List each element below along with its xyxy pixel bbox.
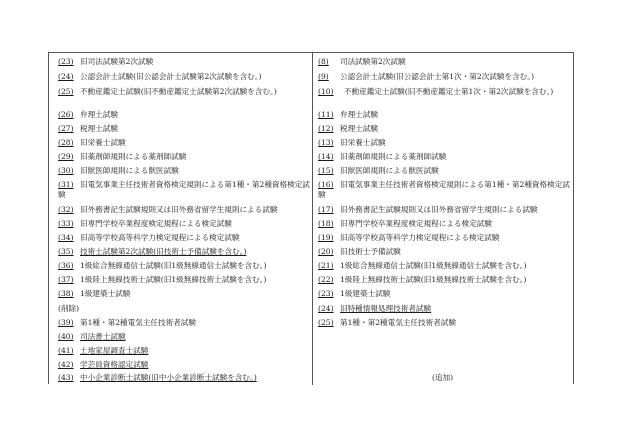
right-row-16: (16) 旧電気事業主任技術者資格検定規則による第1種・第2種資格検定試験 — [318, 180, 570, 199]
right-row-24: (24) 旧特種情報処理技術者試験 — [318, 304, 432, 313]
right-row-19: (19) 旧高等学校高等科学力検定規程による検定試験 — [318, 233, 500, 242]
right-row-10: (10) 不動産鑑定士試験(旧不動産鑑定士第1次・第2次試験を含む。) — [318, 87, 554, 96]
right-row-11: (11) 弁理士試験 — [318, 110, 378, 119]
left-row-43: (43) 中小企業診断士試験(旧中小企業診断士試験を含む。) — [58, 373, 257, 382]
right-row-22: (22) 1級陸上無線技術士試験(旧1級無線技術士試験を含む。) — [318, 275, 527, 284]
left-row-24: (24) 公認会計士試験(旧公認会計士試験第2次試験を含む。) — [58, 72, 262, 81]
right-row-9: (9) 公認会計士試験(旧公認会計士第1次・第2次試験を含む。) — [318, 72, 535, 81]
left-row-38: (38) 1級建築士試験 — [58, 289, 131, 298]
right-row-21: (21) 1級総合無線通信士試験(旧1級無線通信士試験を含む。) — [318, 261, 527, 270]
left-row-31: (31) 旧電気事業主任技術者資格検定規則による第1種・第2種資格検定試験 — [58, 180, 310, 199]
right-row-17: (17) 旧外務書記生試験規則又は旧外務省留学生規則による試験 — [318, 205, 538, 214]
left-row-36: (36) 1級総合無線通信士試験(旧1級無線通信士試験を含む。) — [58, 261, 267, 270]
right-row-23: (23) 1級建築士試験 — [318, 289, 391, 298]
left-row-34: (34) 旧高等学校高等科学力検定規程による検定試験 — [58, 233, 240, 242]
left-row-40: (40) 司法書士試験 — [58, 332, 126, 341]
left-row-32: (32) 旧外務書記生試験規則又は旧外務省留学生規則による試験 — [58, 205, 278, 214]
right-row-13: (13) 旧栄養士試験 — [318, 138, 386, 147]
right-row-14: (14) 旧薬剤師規則による薬剤師試験 — [318, 152, 447, 161]
left-row-28: (28) 旧栄養士試験 — [58, 138, 126, 147]
left-row-deleted: (削除) — [58, 304, 80, 313]
right-row-8: (8) 司法試験第2次試験 — [318, 57, 406, 66]
left-row-39: (39) 第1種・第2種電気主任技術者試験 — [58, 318, 196, 327]
left-row-30: (30) 旧獣医師規則による獣医試験 — [58, 166, 179, 175]
left-row-27: (27) 税理士試験 — [58, 124, 118, 133]
left-row-23: (23) 旧司法試験第2次試験 — [58, 57, 154, 66]
right-row-25: (25) 第1種・第2種電気主任技術者試験 — [318, 318, 456, 327]
left-row-41: (41) 土地家屋調査士試験 — [58, 346, 149, 355]
right-row-20: (20) 旧技術士予備試験 — [318, 247, 401, 256]
comparison-table — [48, 52, 574, 384]
left-row-33: (33) 旧専門学校卒業程度検定規程による検定試験 — [58, 219, 232, 228]
right-row-15: (15) 旧獣医師規則による獣医試験 — [318, 166, 439, 175]
right-note-added: (追加) — [432, 373, 454, 382]
right-row-12: (12) 税理士試験 — [318, 124, 378, 133]
left-row-29: (29) 旧薬剤師規則による薬剤師試験 — [58, 152, 187, 161]
left-row-35: (35) 技術士試験第2次試験(旧技術士予備試験を含む。) — [58, 247, 247, 256]
left-row-26: (26) 弁理士試験 — [58, 110, 118, 119]
left-row-37: (37) 1級陸上無線技術士試験(旧1級無線技術士試験を含む。) — [58, 275, 267, 284]
left-row-42: (42) 学芸員資格認定試験 — [58, 360, 149, 369]
right-row-18: (18) 旧専門学校卒業程度検定規程による検定試験 — [318, 219, 492, 228]
column-divider — [312, 53, 313, 385]
left-row-25: (25) 不動産鑑定士試験(旧不動産鑑定士試験第2次試験を含む。) — [58, 87, 277, 96]
